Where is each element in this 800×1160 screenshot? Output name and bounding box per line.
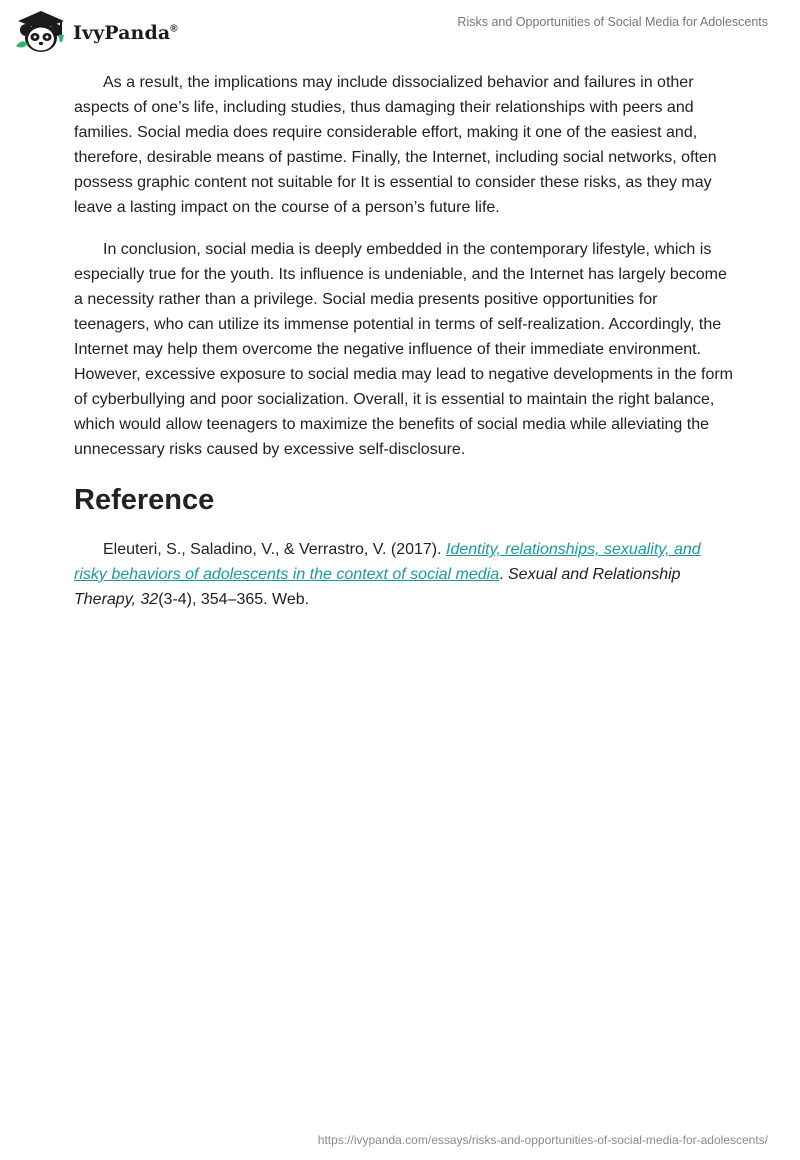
reference-after-title: . [499, 566, 508, 583]
reference-journal: Sexual and Relationship Therapy, 32 [74, 566, 681, 608]
footer-source-url[interactable]: https://ivypanda.com/essays/risks-and-opportunities-of-social-media-for-adolescents/ [317, 1133, 768, 1147]
page-header [0, 0, 800, 60]
document-title: Risks and Opportunities of Social Media for Adolescents [457, 15, 768, 29]
essay-content [74, 70, 734, 629]
logo-wordmark: IvyPanda® [73, 22, 178, 44]
reference-heading: Reference [74, 484, 215, 516]
reference-title-link[interactable]: Identity, relationships, sexuality, and risky behaviors of adolescents in the context of social media [74, 541, 701, 583]
reference-details: (3-4), 354–365. Web. [158, 591, 310, 608]
reference-authors: Eleuteri, S., Saladino, V., & Verrastro, V. (2017). [103, 541, 447, 558]
ivypanda-logo[interactable] [14, 8, 178, 54]
reference-entry [74, 537, 734, 612]
body-paragraph-1: As a result, the implications may include dissocialized behavior and failures in other aspects of one’s life, including studies, thus damaging their relationships with peers and families. Social media does require considerable effort, making it one of the easiest and, therefore, desirable means of pastime. Finally, the Internet, including social networks, often possess graphic content not suitable for It is essential to consider these risks, as they may leave a lasting impact on the course of a person’s future life. [74, 74, 717, 216]
panda-graduate-icon [14, 8, 68, 54]
body-paragraph-2: In conclusion, social media is deeply embedded in the contemporary lifestyle, which is especially true for the youth. Its influence is undeniable, and the Internet has largely become a necessity rather than a privilege. Social media presents positive opportunities for teenagers, who can utilize its immense potential in terms of self-realization. Accordingly, the Internet may help them overcome the negative influence of their immediate environment. However, excessive exposure to social media may lead to negative developments in the form of cyberbullying and poor socialization. Overall, it is essential to maintain the right balance, which would allow teenagers to maximize the benefits of social media while alleviating the unnecessary risks caused by excessive self-disclosure. [74, 241, 734, 458]
